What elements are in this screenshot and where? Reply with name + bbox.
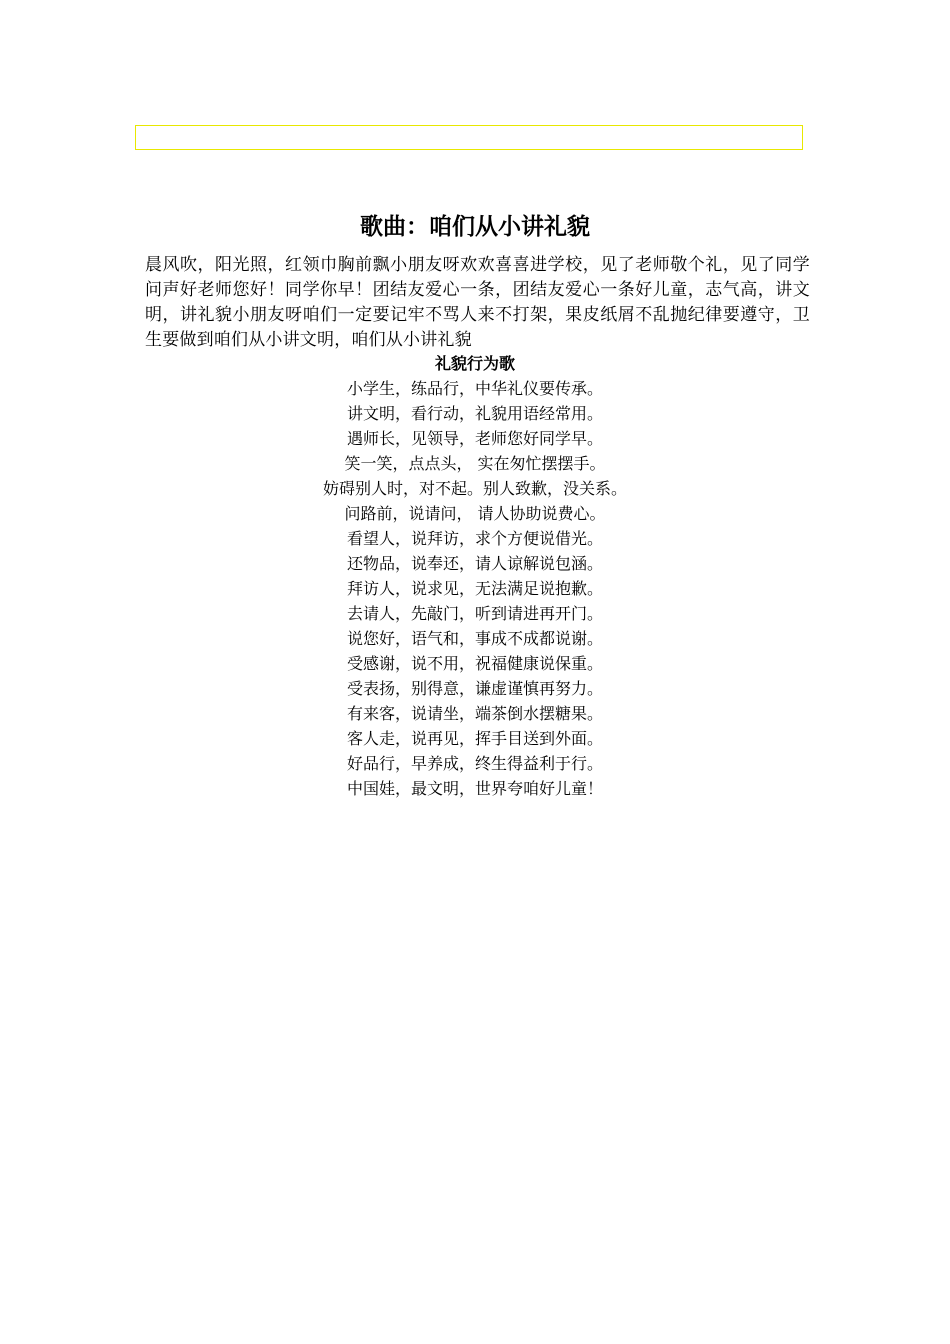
poem-line: 去请人，先敲门，听到请进再开门。 [346, 604, 603, 623]
poem-line: 看望人，说拜访，求个方便说借光。 [346, 529, 603, 548]
poem-line: 中国娃，最文明，世界夸咱好儿童！ [346, 779, 603, 798]
poem-line: 受表扬，别得意，谦虚谨慎再努力。 [346, 679, 603, 698]
poem-line: 讲文明，看行动，礼貌用语经常用。 [346, 404, 603, 423]
poem-line: 拜访人，说求见，无法满足说抱歉。 [346, 579, 603, 598]
poem-line: 客人走，说再见，挥手目送到外面。 [346, 729, 603, 748]
poem-line: 小学生，练品行，中华礼仪要传承。 [346, 379, 603, 398]
poem-line: 受感谢，说不用，祝福健康说保重。 [346, 654, 603, 673]
poem-line: 有来客，说请坐，端茶倒水摆糖果。 [346, 704, 603, 723]
song-lyrics: 晨风吹，阳光照，红领巾胸前飘小朋友呀欢欢喜喜进学校，见了老师敬个礼，见了同学 问声好老师您好！同学你早！团结友爱心一条，团结友爱心一条好儿童，志气高，讲文明，讲礼貌小朋友呀咱们一定要记牢不骂人来不打架，果皮纸屑不乱抛纪律要遵守，卫生要做到咱们从小讲文明，咱们从小讲礼貌 [145, 255, 810, 350]
song-title: 歌曲：咱们从小讲礼貌 [360, 214, 590, 240]
poem-lines [0, 376, 950, 801]
poem-line: 遇师长，见领导，老师您好同学早。 [346, 429, 603, 448]
poem-title: 礼貌行为歌 [434, 354, 515, 373]
poem-line: 妨碍别人时，对不起。别人致歉，没关系。 [322, 479, 627, 498]
poem-line: 好品行，早养成，终生得益利于行。 [346, 754, 603, 773]
poem-line: 说您好，语气和，事成不成都说谢。 [346, 629, 603, 648]
poem-line: 笑一笑，点点头， 实在匆忙摆摆手。 [344, 454, 606, 473]
poem-line: 还物品，说奉还，请人谅解说包涵。 [346, 554, 603, 573]
poem-line: 问路前，说请问， 请人协助说费心。 [344, 504, 606, 523]
header-box [135, 125, 803, 150]
